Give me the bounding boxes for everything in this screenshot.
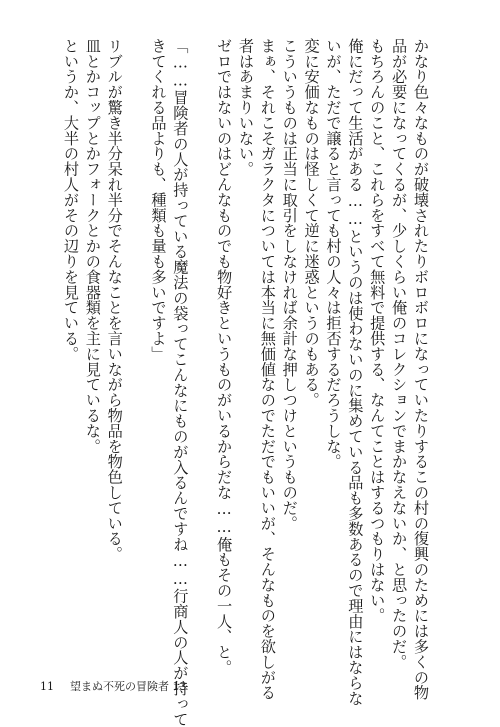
text-line: 皿とかコップとかフォークとかの食器類を主に見ているな。 (83, 38, 102, 454)
text-line: 変に安価なものは怪しくて逆に迷惑というのもある。 (302, 38, 321, 408)
page-number: 11 (40, 680, 54, 693)
book-title: 望まぬ不死の冒険者 13 (70, 680, 187, 693)
text-line: こういうものは正当に取引をしなければ余計な押しつけというものだ。 (280, 38, 299, 531)
text-line: まぁ、それこそガラクタについては本当に無価値なのでただでもいいが、そんなものを欲しがる (258, 38, 277, 701)
dialogue-line: きてくれる品よりも、種類も量も多いですよ」 (149, 38, 168, 362)
text-line: リブルが驚き半分呆れ半分でそんなことを言いながら物品を物色している。 (105, 38, 124, 562)
page-footer (40, 678, 187, 694)
text-line: 俺にだって生活がある……というのは使わないのに集めている品も多数あるので理由にはならな (346, 38, 365, 706)
text-line: 者はあまりいない。 (237, 38, 255, 177)
blank-line (125, 38, 144, 48)
text-line: もちろんのこと、これらをすべて無料で提供する、なんてことはするつもりはない。 (368, 38, 387, 624)
text-line: いが、ただで譲ると言っても村の人々は拒否するだろうしな。 (324, 38, 343, 470)
text-line: ゼロではないのはどんなものでも物好きというものがいるからだな……俺もその一人、と。 (215, 38, 234, 675)
text-line: 品が必要になってくるが、少しくらい俺のコレクションでまかなえないか、と思ったのだ。 (390, 38, 409, 670)
dialogue-line: 「……冒険者の人が持っている魔法の袋ってこんなにものが入るんですね……行商人の人が持って (171, 38, 190, 727)
text-line: というか、大半の村人がその辺りを見ている。 (62, 38, 80, 362)
text-line: かなり色々なものが破壊されたりボロボロになっていたりするこの村の復興のためには多くの物 (412, 38, 430, 701)
blank-line (190, 38, 209, 48)
